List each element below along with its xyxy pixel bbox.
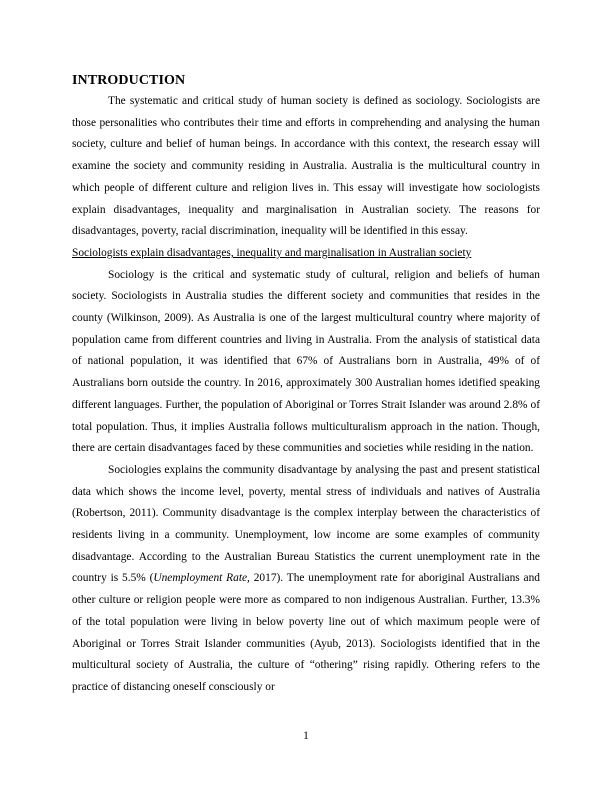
document-page xyxy=(72,72,540,699)
page-number: 1 xyxy=(303,730,309,742)
paragraph-3-citation-italic: Unemployment Rate, xyxy=(153,572,250,585)
section-heading: INTRODUCTION xyxy=(72,73,186,88)
body-paragraph-3 xyxy=(72,460,540,699)
body-paragraph-2: Sociology is the critical and systematic study of cultural, religion and beliefs of human society. Sociologists in Australia studies the different society and communities that resides in the county (Wilkinson, 2009). As Australia is one of the largest multicultural country where majority of population came from different countries and living in Australia. From the analysis of statistical data of national population, it was identified that 67% of Australians born in Australia, 49% of of Australians born outside the country. In 2016, approximately 300 Australian homes idetified speaking different languages. Further, the population of Aboriginal or Torres Strait Islander was around 2.8% of total population. Thus, it implies Australia follows multiculturalism approach in the nation. Though, there are certain disadvantages faced by these communities and societies while residing in the nation. xyxy=(72,268,540,455)
paragraph-3-text-end: 2017). The unemployment rate for aboriginal Australians and other culture or religion people were more as compared to non indigenous Australian. Further, 13.3% of the total population were living in below poverty line out of which maximum people were of Aboriginal or Torres Strait Islander communities (Ayub, 2013). Sociologists identified that in the multicultural society of Australia, the culture of “othering” rising rapidly. Othering refers to the practice of distancing oneself consciously or xyxy=(72,572,540,693)
subsection-heading: Sociologists explain disadvantages, inequality and marginalisation in Australian society xyxy=(72,246,472,259)
paragraph-3-text-start: Sociologies explains the community disadvantage by analysing the past and present statistical data which shows the income level, poverty, mental stress of individuals and natives of Australia (Robertson, 2011). Community disadvantage is the complex interplay between the characteristics of residents living in a community. Unemployment, low income are some examples of community disadvantage. According to the Australian Bureau Statistics the current unemployment rate in the country is 5.5% ( xyxy=(72,463,540,585)
intro-paragraph: The systematic and critical study of human society is defined as sociology. Sociologists are those personalities who contributes their time and efforts in comprehending and analysing the human society, culture and belief of human beings. In accordance with this context, the research essay will examine the society and community residing in Australia. Australia is the multicultural country in which people of different culture and religion lives in. This essay will investigate how sociologists explain disadvantages, inequality and marginalisation in Australian society. The reasons for disadvantages, poverty, racial discrimination, inequality will be identified in this essay. xyxy=(72,95,540,238)
